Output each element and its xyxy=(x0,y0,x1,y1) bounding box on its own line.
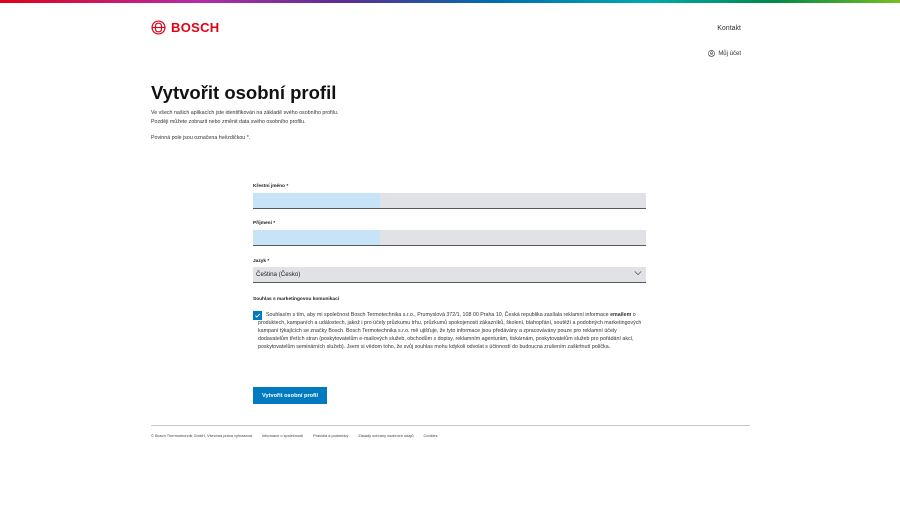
language-label: Jazyk * xyxy=(253,259,270,264)
footer-link-company-info[interactable]: Informace o společnosti xyxy=(261,433,304,438)
footer-divider xyxy=(151,425,750,426)
my-account-link[interactable] xyxy=(708,50,741,57)
consent-section-title: Souhlas s marketingovou komunikací xyxy=(253,297,340,302)
consent-text xyxy=(258,312,643,352)
last-name-field[interactable] xyxy=(253,230,646,246)
copyright-text: © Bosch Thermotechnik GmbH, Všechna práva vyhrazena xyxy=(151,433,252,438)
footer-link-terms[interactable]: Pravidla a podmínky xyxy=(313,433,349,438)
brand-gradient-bar xyxy=(0,0,900,3)
contact-link[interactable]: Kontakt xyxy=(717,25,741,32)
page-title: Vytvořit osobní profil xyxy=(151,82,337,103)
consent-text-end: o produktech, kampaních a událostech, jakož i pro účely průzkumu trhu, průzkumů spokojenosti zákazníků, školení, blahopřání, soutěží a podobných marketingových kampaní týkajících se značky Bosch. Bosch Termotechnika s.r.o. mě ujišťuje, že tyto informace jsou předávány a zpracovávány pouze pro reklamní účely dodavatelům třetích stran (poskytovatelům e-mailových služeb, obchodům s dopisy, reklamním agenturám, tiskárnám, poskytovatelům služeb pro pořádání akcí, poskytovatelům seminárních služeb). Jsem si vědom toho, že svůj souhlas mohu kdykoli odvolat s účinností do budoucna zrušením zaškrtnutí políčka. xyxy=(258,312,642,350)
bosch-wordmark: BOSCH xyxy=(171,20,220,35)
intro-line-1: Ve všech našich aplikacích jste identifikován na základě svého osobního profilu. xyxy=(151,110,339,116)
footer-link-privacy[interactable]: Zásady ochrany osobních údajů xyxy=(358,433,414,438)
bosch-logo[interactable] xyxy=(151,20,219,35)
my-account-label: Můj účet xyxy=(718,50,741,57)
required-note: Povinná pole jsou označena hvězdičkou *. xyxy=(151,135,251,141)
footer-link-cookies[interactable]: Cookies xyxy=(423,433,438,438)
footer xyxy=(151,433,438,438)
first-name-field[interactable] xyxy=(253,193,646,209)
language-selected-value: Čeština (Česko) xyxy=(256,271,301,278)
consent-text-start: Souhlasím s tím, aby mi společnost Bosch Termotechnika s.r.o., Prumyslová 372/1, 108 00 Praha 10, Česká republika zasílala reklamní informace xyxy=(266,312,611,318)
chevron-down-icon[interactable] xyxy=(634,270,642,276)
bosch-armature-icon xyxy=(151,20,166,35)
first-name-label: Křestní jméno * xyxy=(253,184,289,189)
intro-text xyxy=(151,109,338,126)
intro-line-2: Později můžete zobrazit nebo změnit data svého osobního profilu. xyxy=(151,118,306,125)
consent-text-email: emailem xyxy=(610,312,632,318)
create-profile-button[interactable]: Vytvořit osobní profil xyxy=(253,387,327,404)
last-name-label: Příjmení * xyxy=(253,221,276,226)
language-select[interactable] xyxy=(253,267,646,283)
user-icon xyxy=(708,50,715,57)
